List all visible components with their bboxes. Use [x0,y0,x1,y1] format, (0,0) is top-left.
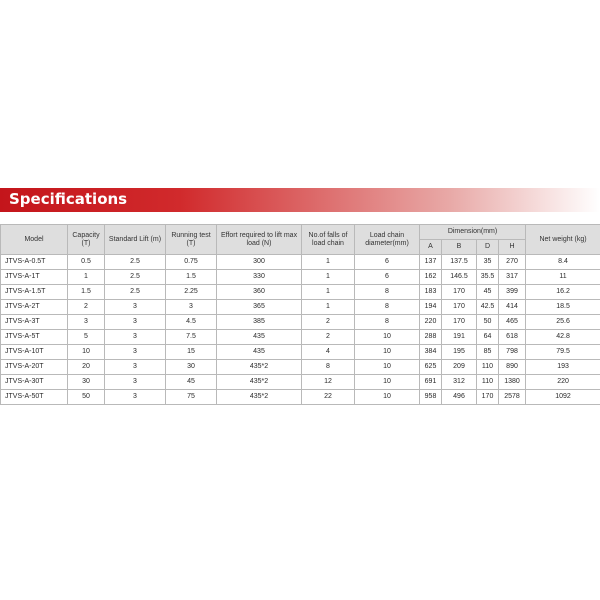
cell-h: 465 [499,315,526,330]
cell-h: 270 [499,255,526,270]
cell-h: 618 [499,330,526,345]
cell-chain: 10 [355,345,420,360]
cell-chain: 10 [355,390,420,405]
cell-weight: 193 [526,360,600,375]
cell-chain: 6 [355,270,420,285]
cell-model: JTVS-A-2T [1,300,68,315]
cell-lift: 3 [105,360,166,375]
cell-model: JTVS-A-1T [1,270,68,285]
table-row [1,375,600,390]
cell-weight: 1092 [526,390,600,405]
cell-weight: 220 [526,375,600,390]
cell-d: 35.5 [477,270,499,285]
header-net-weight: Net weight (kg) [526,225,600,255]
cell-a: 691 [420,375,442,390]
cell-d: 42.5 [477,300,499,315]
cell-capacity: 50 [68,390,105,405]
header-standard-lift: Standard Lift (m) [105,225,166,255]
cell-falls: 1 [302,270,355,285]
cell-effort: 435*2 [217,360,302,375]
cell-effort: 385 [217,315,302,330]
cell-h: 414 [499,300,526,315]
cell-chain: 8 [355,315,420,330]
cell-a: 958 [420,390,442,405]
cell-chain: 6 [355,255,420,270]
cell-a: 194 [420,300,442,315]
cell-weight: 42.8 [526,330,600,345]
table-row [1,390,600,405]
cell-b: 191 [442,330,477,345]
cell-lift: 2.5 [105,270,166,285]
cell-capacity: 10 [68,345,105,360]
cell-test: 15 [166,345,217,360]
table-header [1,225,600,255]
header-dim-h: H [499,240,526,255]
cell-falls: 1 [302,300,355,315]
cell-effort: 435 [217,345,302,360]
cell-test: 4.5 [166,315,217,330]
cell-falls: 2 [302,330,355,345]
cell-h: 317 [499,270,526,285]
cell-falls: 4 [302,345,355,360]
header-dim-a: A [420,240,442,255]
header-chain-diameter: Load chain diameter(mm) [355,225,420,255]
cell-b: 170 [442,315,477,330]
cell-falls: 12 [302,375,355,390]
cell-lift: 3 [105,375,166,390]
header-capacity: Capacity (T) [68,225,105,255]
cell-chain: 8 [355,285,420,300]
cell-weight: 16.2 [526,285,600,300]
header-running-test: Running test (T) [166,225,217,255]
table-row [1,300,600,315]
cell-capacity: 30 [68,375,105,390]
cell-test: 45 [166,375,217,390]
section-title: Specifications [9,190,128,208]
cell-b: 170 [442,285,477,300]
cell-d: 85 [477,345,499,360]
cell-lift: 3 [105,330,166,345]
cell-d: 170 [477,390,499,405]
specifications-banner [0,188,600,212]
cell-weight: 8.4 [526,255,600,270]
table-body [1,255,600,405]
header-effort: Effort required to lift max load (N) [217,225,302,255]
cell-capacity: 20 [68,360,105,375]
cell-a: 288 [420,330,442,345]
cell-falls: 22 [302,390,355,405]
cell-effort: 330 [217,270,302,285]
cell-model: JTVS-A-1.5T [1,285,68,300]
cell-falls: 2 [302,315,355,330]
table-row [1,270,600,285]
cell-b: 209 [442,360,477,375]
cell-a: 162 [420,270,442,285]
header-dim-b: B [442,240,477,255]
cell-chain: 10 [355,360,420,375]
cell-effort: 300 [217,255,302,270]
cell-lift: 3 [105,345,166,360]
cell-model: JTVS-A-20T [1,360,68,375]
cell-lift: 3 [105,300,166,315]
table-row [1,255,600,270]
cell-falls: 8 [302,360,355,375]
cell-lift: 2.5 [105,255,166,270]
cell-test: 3 [166,300,217,315]
cell-model: JTVS-A-5T [1,330,68,345]
cell-h: 2578 [499,390,526,405]
cell-model: JTVS-A-3T [1,315,68,330]
header-dimension: Dimension(mm) [420,225,526,240]
cell-chain: 8 [355,300,420,315]
header-dim-d: D [477,240,499,255]
cell-d: 50 [477,315,499,330]
cell-falls: 1 [302,285,355,300]
cell-test: 30 [166,360,217,375]
cell-h: 890 [499,360,526,375]
cell-weight: 25.6 [526,315,600,330]
cell-capacity: 1.5 [68,285,105,300]
cell-capacity: 3 [68,315,105,330]
cell-b: 195 [442,345,477,360]
cell-capacity: 1 [68,270,105,285]
cell-h: 1380 [499,375,526,390]
table-row [1,345,600,360]
cell-weight: 79.5 [526,345,600,360]
cell-weight: 11 [526,270,600,285]
cell-test: 7.5 [166,330,217,345]
cell-effort: 435 [217,330,302,345]
cell-capacity: 5 [68,330,105,345]
cell-d: 110 [477,375,499,390]
table-row [1,315,600,330]
cell-capacity: 0.5 [68,255,105,270]
cell-b: 496 [442,390,477,405]
cell-weight: 18.5 [526,300,600,315]
cell-h: 399 [499,285,526,300]
cell-lift: 3 [105,390,166,405]
cell-model: JTVS-A-30T [1,375,68,390]
cell-lift: 3 [105,315,166,330]
cell-b: 312 [442,375,477,390]
cell-a: 625 [420,360,442,375]
cell-lift: 2.5 [105,285,166,300]
cell-chain: 10 [355,375,420,390]
cell-d: 110 [477,360,499,375]
cell-falls: 1 [302,255,355,270]
cell-a: 220 [420,315,442,330]
cell-b: 170 [442,300,477,315]
cell-h: 798 [499,345,526,360]
cell-capacity: 2 [68,300,105,315]
cell-test: 2.25 [166,285,217,300]
cell-b: 146.5 [442,270,477,285]
cell-chain: 10 [355,330,420,345]
cell-b: 137.5 [442,255,477,270]
cell-effort: 360 [217,285,302,300]
cell-d: 45 [477,285,499,300]
header-model: Model [1,225,68,255]
cell-test: 1.5 [166,270,217,285]
cell-model: JTVS-A-0.5T [1,255,68,270]
cell-test: 0.75 [166,255,217,270]
table-row [1,360,600,375]
specifications-table [0,224,600,405]
cell-d: 35 [477,255,499,270]
header-falls: No.of falls of load chain [302,225,355,255]
table-row [1,285,600,300]
cell-model: JTVS-A-10T [1,345,68,360]
cell-model: JTVS-A-50T [1,390,68,405]
cell-effort: 435*2 [217,390,302,405]
cell-effort: 365 [217,300,302,315]
cell-effort: 435*2 [217,375,302,390]
cell-test: 75 [166,390,217,405]
cell-d: 64 [477,330,499,345]
cell-a: 137 [420,255,442,270]
table-row [1,330,600,345]
cell-a: 183 [420,285,442,300]
cell-a: 384 [420,345,442,360]
